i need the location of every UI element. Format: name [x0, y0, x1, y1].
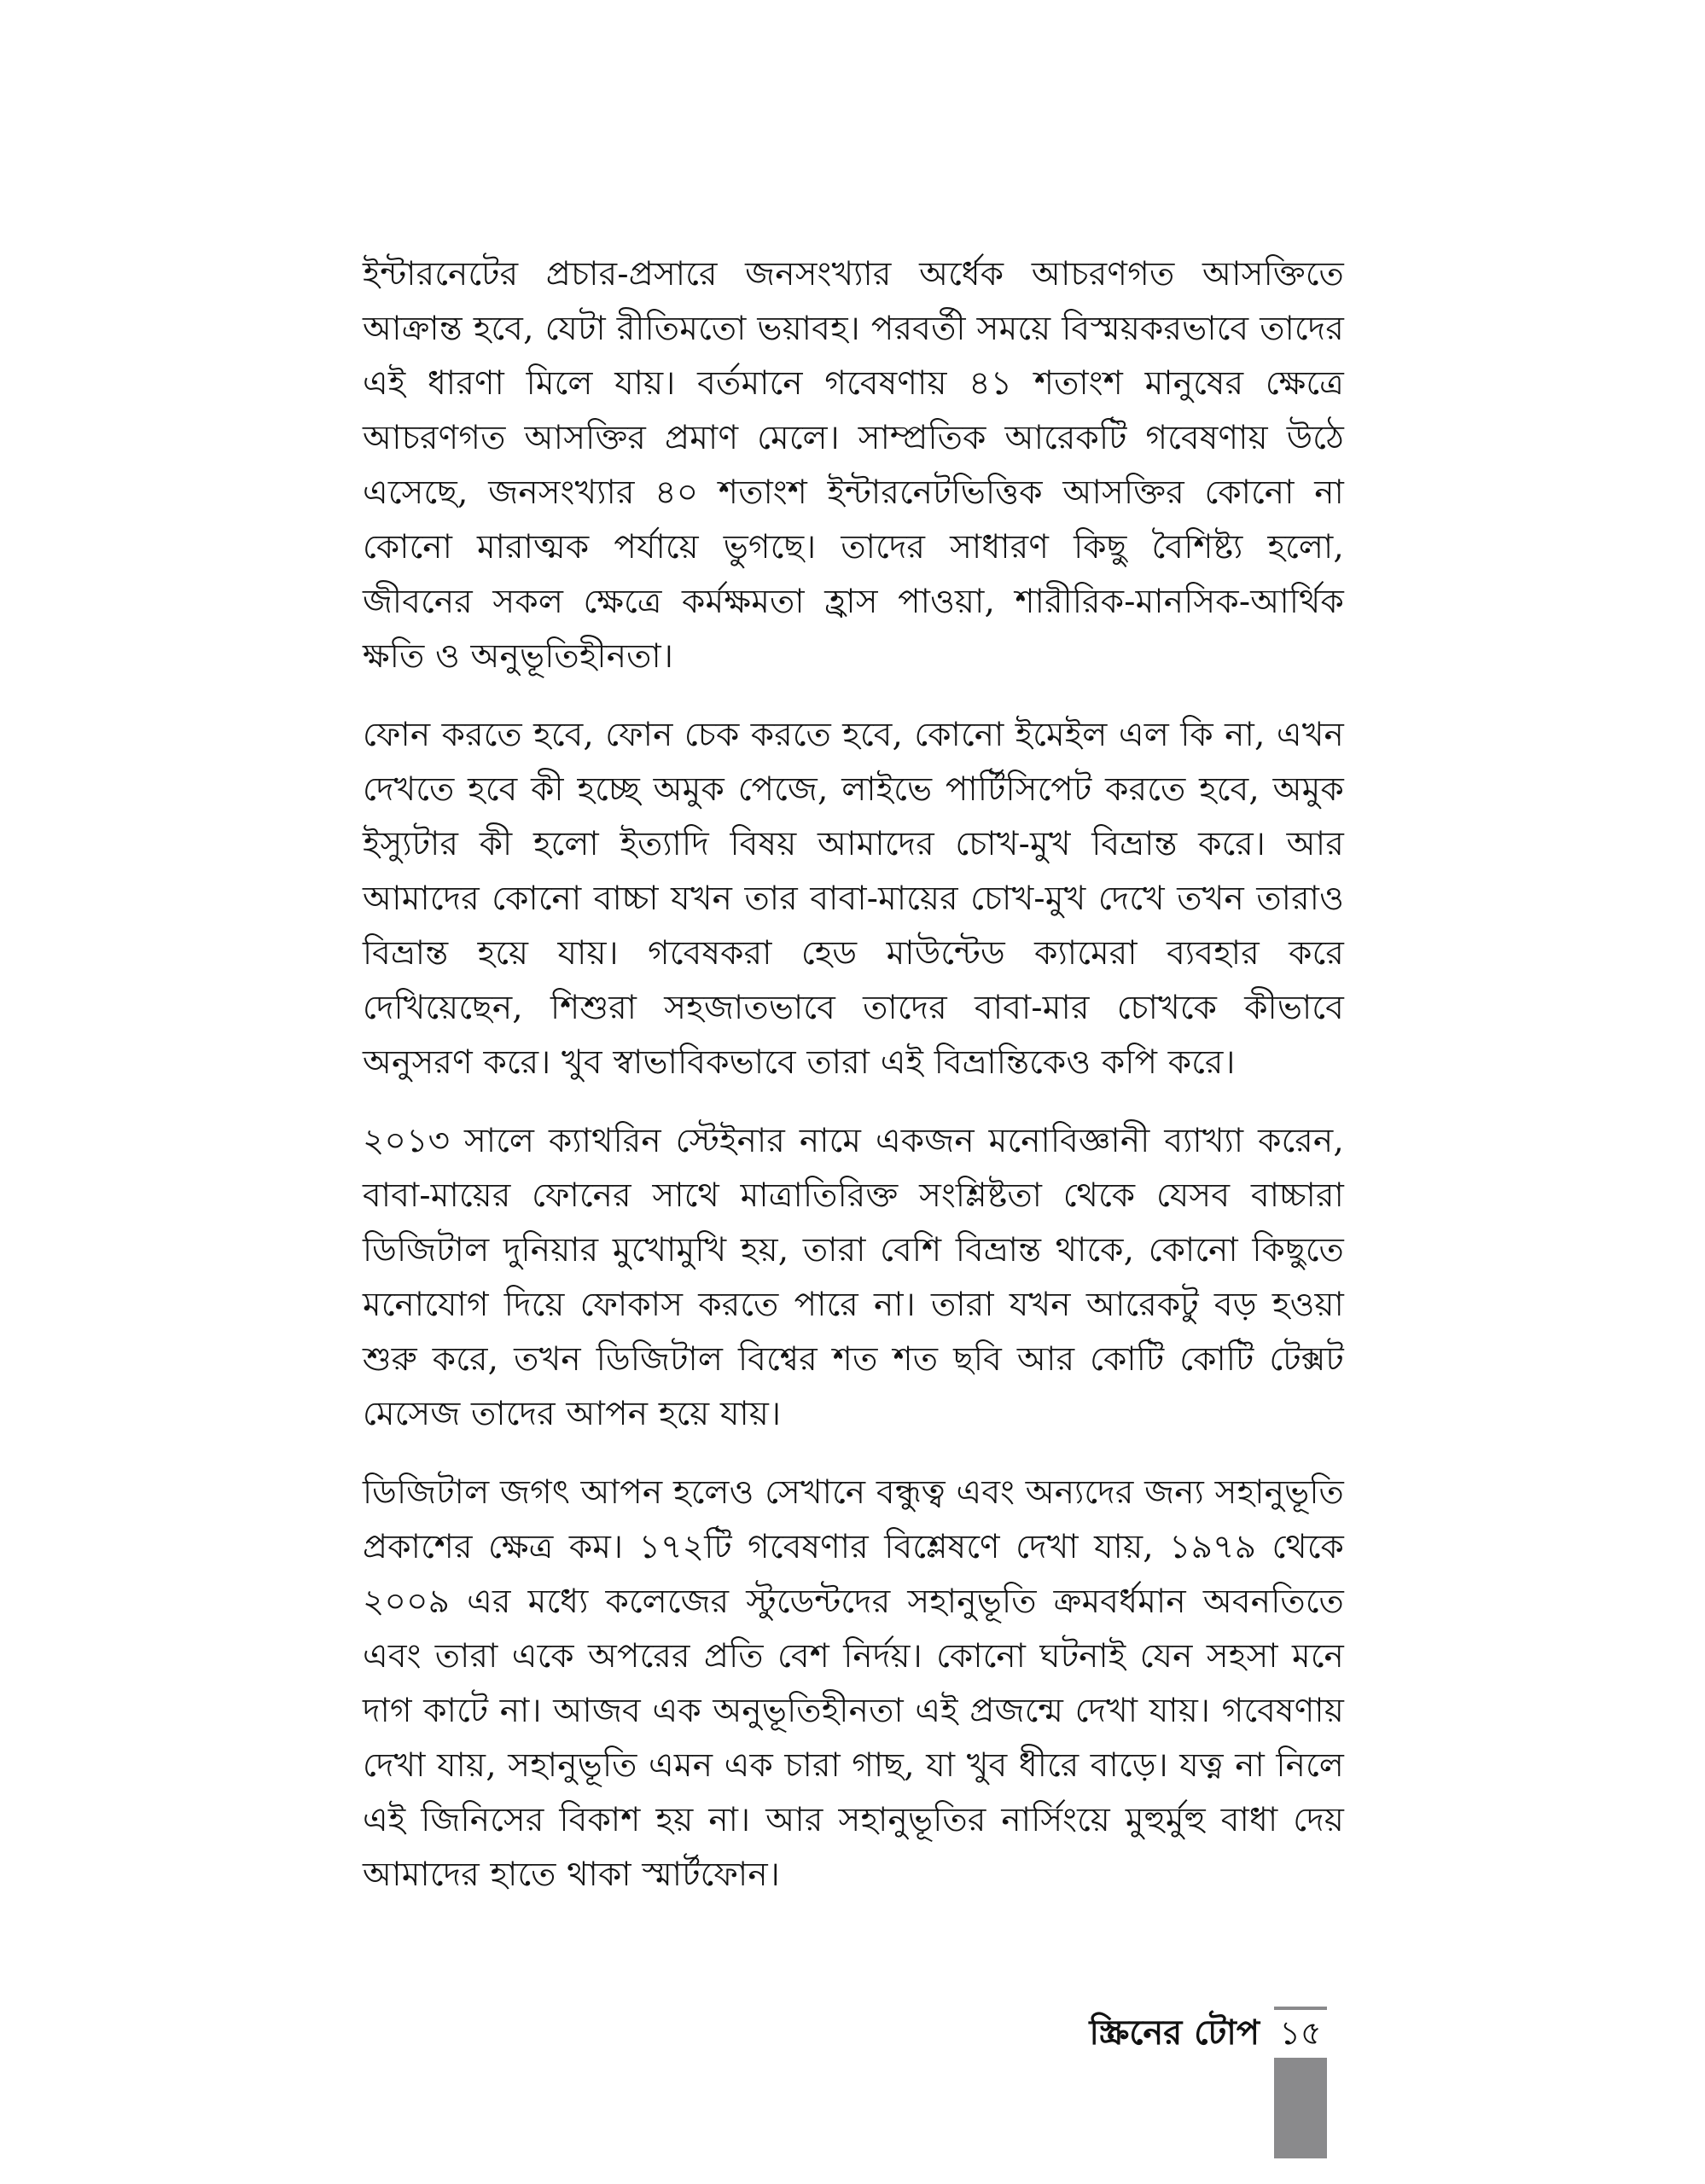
body-paragraph: ইন্টারনেটের প্রচার-প্রসারে জনসংখ্যার অর্ধেক আচরণগত আসক্তিতে আক্রান্ত হবে, যেটা রীতিমতো ভয়াবহ। পরবর্তী সময়ে বিস্ময়করভাবে তাদের এই ধারণা মিলে যায়। বর্তমানে গবেষণায় ৪১ শতাংশ মানুষের ক্ষেত্রে আচরণগত আসক্তির প্রমাণ মেলে। সাম্প্রতিক আরেকটি গবেষণায় উঠে এসেছে, জনসংখ্যার ৪০ শতাংশ ইন্টারনেটভিত্তিক আসক্তির কোনো না কোনো মারাত্মক পর্যায়ে ভুগছে। তাদের সাধারণ কিছু বৈশিষ্ট্য হলো, জীবনের সকল ক্ষেত্রে কর্মক্ষমতা হ্রাস পাওয়া, শারীরিক-মানসিক-আর্থিক ক্ষতি ও অনুভূতিহীনতা। — [363, 255, 1344, 676]
body-paragraph: ডিজিটাল জগৎ আপন হলেও সেখানে বন্ধুত্ব এবং অন্যদের জন্য সহানুভূতি প্রকাশের ক্ষেত্র কম। ১৭২টি গবেষণার বিশ্লেষণে দেখা যায়, ১৯৭৯ থেকে ২০০৯ এর মধ্যে কলেজের স্টুডেন্টদের সহানুভূতি ক্রমবর্ধমান অবনতিতে এবং তারা একে অপরের প্রতি বেশ নির্দয়। কোনো ঘটনাই যেন সহসা মনে দাগ কাটে না। আজব এক অনুভূতিহীনতা এই প্রজন্মে দেখা যায়। গবেষণায় দেখা যায়, সহানুভূতি এমন এক চারা গাছ, যা খুব ধীরে বাড়ে। যত্ন না নিলে এই জিনিসের বিকাশ হয় না। আর সহানুভূতির নার্সিংয়ে মুহুর্মুহু বাধা দেয় আমাদের হাতে থাকা স্মার্টফোন। — [363, 1473, 1344, 1894]
margin-tab — [1274, 2058, 1327, 2158]
page-body — [363, 247, 1344, 1926]
running-title: স্ক্রিনের টোপ — [1089, 2013, 1260, 2053]
body-paragraph: ২০১৩ সালে ক্যাথরিন স্টেইনার নামে একজন মনোবিজ্ঞানী ব্যাখ্যা করেন, বাবা-মায়ের ফোনের সাথে মাত্রাতিরিক্ত সংশ্লিষ্টতা থেকে যেসব বাচ্চারা ডিজিটাল দুনিয়ার মুখোমুখি হয়, তারা বেশি বিভ্রান্ত থাকে, কোনো কিছুতে মনোযোগ দিয়ে ফোকাস করতে পারে না। তারা যখন আরেকটু বড় হওয়া শুরু করে, তখন ডিজিটাল বিশ্বের শত শত ছবি আর কোটি কোটি টেক্সট মেসেজ তাদের আপন হয়ে যায়। — [363, 1122, 1344, 1433]
body-paragraph: ফোন করতে হবে, ফোন চেক করতে হবে, কোনো ইমেইল এল কি না, এখন দেখতে হবে কী হচ্ছে অমুক পেজে, লাইভে পার্টিসিপেট করতে হবে, অমুক ইস্যুটার কী হলো ইত্যাদি বিষয় আমাদের চোখ-মুখ বিভ্রান্ত করে। আর আমাদের কোনো বাচ্চা যখন তার বাবা-মায়ের চোখ-মুখ দেখে তখন তারাও বিভ্রান্ত হয়ে যায়। গবেষকরা হেড মাউন্টেড ক্যামেরা ব্যবহার করে দেখিয়েছেন, শিশুরা সহজাতভাবে তাদের বাবা-মার চোখকে কীভাবে অনুসরণ করে। খুব স্বাভাবিকভাবে তারা এই বিভ্রান্তিকেও কপি করে। — [363, 716, 1344, 1082]
page-number: ১৫ — [1279, 2014, 1322, 2052]
